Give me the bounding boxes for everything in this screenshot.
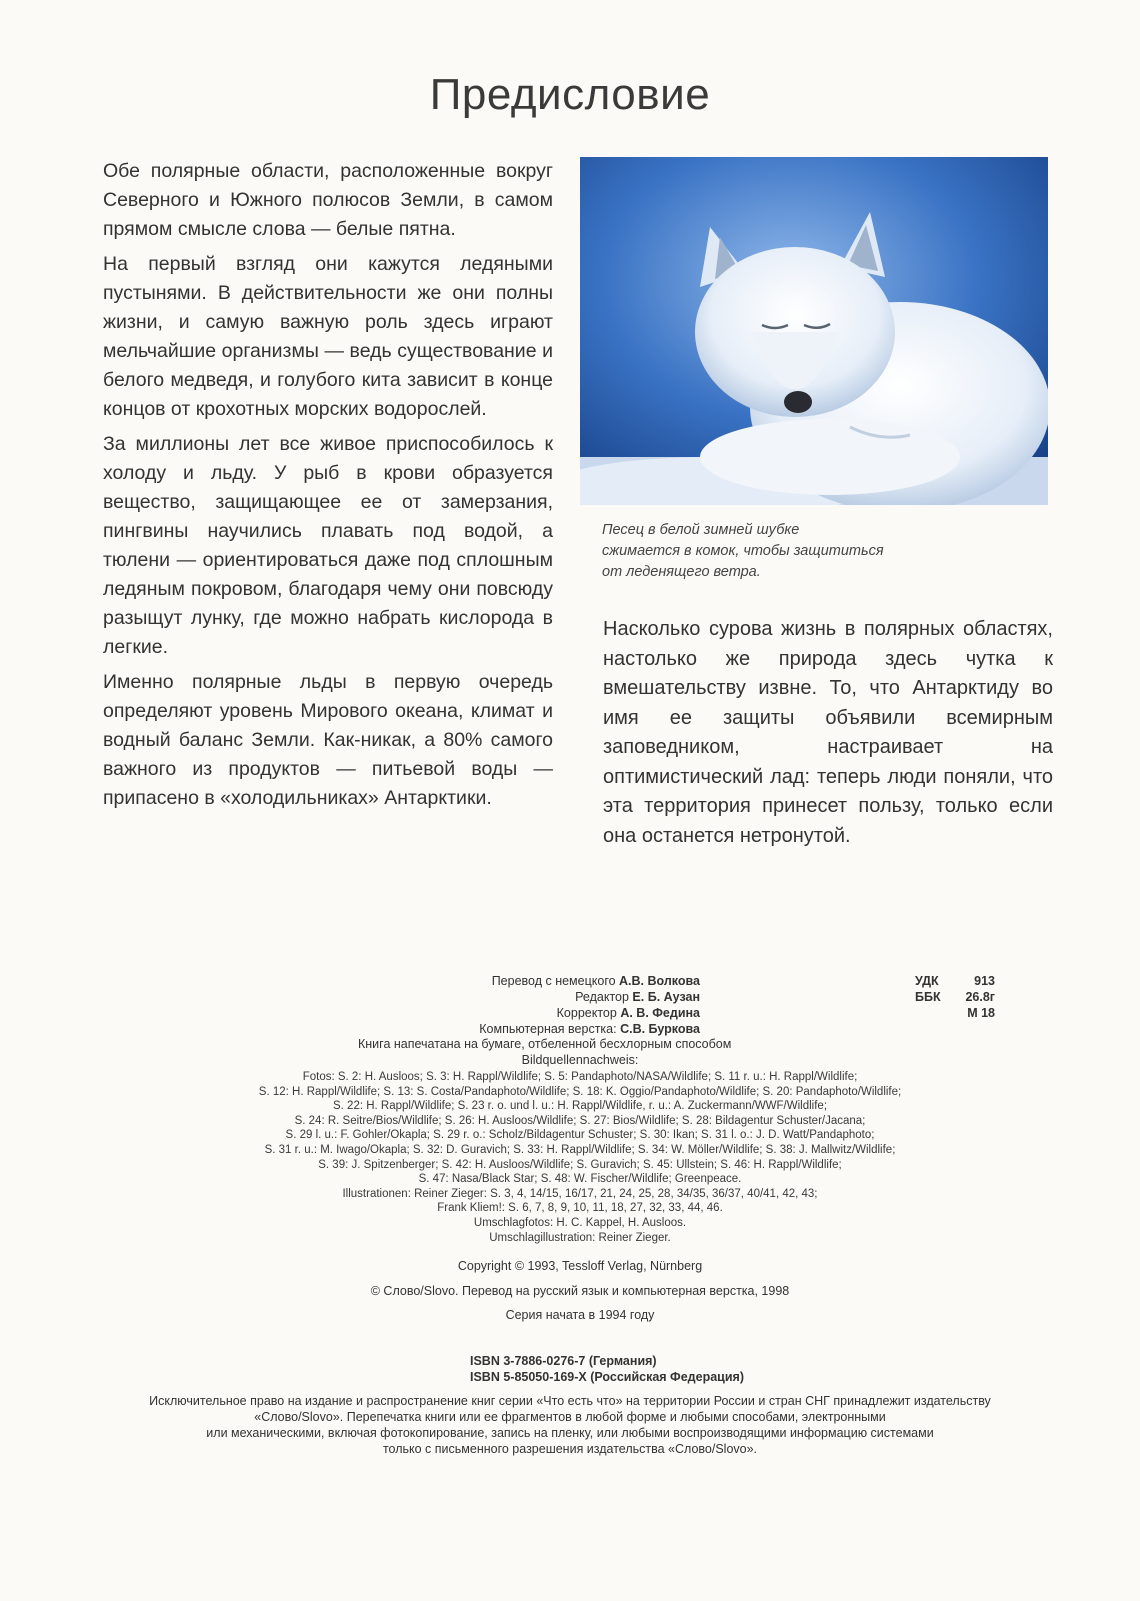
paragraph: Обе полярные области, расположенные вокруг Северного и Южного полюсов Земли, в самом прямом смысле слова — белые пятна.: [103, 160, 553, 240]
credit-line: S. 47: Nasa/Black Star; S. 48: W. Fischer/Wildlife; Greenpeace.: [418, 1173, 742, 1186]
photo-caption: [602, 520, 1002, 583]
credit-line: S. 12: H. Rappl/Wildlife; S. 13: S. Costa/Pandaphoto/Wildlife; S. 18: K. Oggio/Pandaphoto/Wildlife; S. 20: Pandaphoto/Wildlife;: [258, 1085, 902, 1098]
rights-line: Исключительное право на издание и распространение книг серии «Что есть что» на территории России и стран СНГ принадлежит издательству: [149, 1394, 991, 1408]
credit-line: Frank Kliem!: S. 6, 7, 8, 9, 10, 11, 18, 27, 32, 33, 44, 46.: [437, 1202, 723, 1215]
credit-line: Umschlagfotos: H. C. Kappel, H. Ausloos.: [473, 1216, 687, 1229]
credit-line: Illustrationen: Reiner Zieger: S. 3, 4, 14/15, 16/17, 21, 24, 25, 28, 34/35, 36/37, 40/41, 42, 43;: [342, 1187, 818, 1200]
caption-line: Песец в белой зимней шубке: [602, 522, 800, 538]
bildquellen-title: Bildquellennachweis:: [521, 1053, 639, 1067]
picture-credits: [160, 1070, 1000, 1245]
credit-layout: Компьютерная верстка: С.В. Буркова: [479, 1022, 700, 1036]
isbn-block: [470, 1353, 770, 1385]
intro-text-left: [103, 157, 553, 819]
copyright: Copyright © 1993, Tessloff Verlag, Nürnberg: [457, 1259, 703, 1273]
paragraph: На первый взгляд они кажутся ледяными пустынями. В действительности же они полны жизни, и самую важную роль здесь играют мельчайшие организмы — ведь существование и белого медведя, и голубого кита зависит в конце концов от крохотных морских водорослей.: [103, 253, 553, 420]
udk-block: УДК 913 ББК 26.8г М 18: [915, 974, 995, 1020]
credit-line: S. 39: J. Spitzenberger; S. 42: H. Ausloos/Wildlife; S. Guravich; S. 45: Ullstein; S. 46: H. Rappl/Wildlife;: [318, 1158, 842, 1171]
paper-note: Книга напечатана на бумаге, отбеленной бесхлорным способом: [358, 1037, 732, 1051]
credit-translator: Перевод с немецкого А.В. Волкова: [491, 974, 700, 988]
credit-line: Fotos: S. 2: H. Ausloos; S. 3: H. Rappl/Wildlife; S. 5: Pandaphoto/NASA/Wildlife; S. 11 r. u.: H. Rappl/Wildlife;: [302, 1071, 858, 1083]
credit-line: S. 22: H. Rappl/Wildlife; S. 23 r. o. und l. u.: H. Rappl/Wildlife, r. u.: A. Zuckermann/WWF/Wildlife;: [332, 1100, 828, 1113]
credit-line: Umschlagillustration: Reiner Zieger.: [489, 1231, 671, 1244]
paragraph: Насколько сурова жизнь в полярных областях, настолько же природа здесь чутка к вмешательству извне. То, что Антарктиду во имя ее защиты объявили всемирным заповедником, настраивает на оптимистический лад: теперь люди поняли, что эта территория принесет пользу, только если она останется нетронутой.: [603, 618, 1053, 847]
rights-line: «Слово/Slovo». Перепечатка книги или ее фрагментов в любой форме и любыми способами, электронными: [254, 1410, 886, 1424]
credit-line: S. 31 r. u.: M. Iwago/Okapla; S. 32: D. Guravich; S. 33: H. Rappl/Wildlife; S. 34: W. Möller/Wildlife; S. 38: J. Mallwitz/Wildlife;: [264, 1143, 896, 1156]
rights-line: только с письменного разрешения издательства «Слово/Slovo».: [382, 1442, 758, 1456]
arctic-fox-illustration: [580, 157, 1048, 505]
credit-line: S. 24: R. Seitre/Bios/Wildlife; S. 26: H. Ausloos/Wildlife; S. 27: Bios/Wildlife; S. 28: Bildagentur Schuster/Jacana;: [294, 1114, 866, 1127]
page-title: Предисловие: [429, 70, 711, 119]
credit-editor: Редактор Е. Б. Аузан: [575, 990, 700, 1004]
translation-rights: © Слово/Slovo. Перевод на русский язык и компьютерная верстка, 1998: [370, 1284, 790, 1298]
paragraph: Именно полярные льды в первую очередь определяют уровень Мирового океана, климат и водный баланс Земли. Как-никак, а 80% самого важного из продуктов — питьевой воды — припасено в «холодильниках» Антарктики.: [103, 671, 553, 809]
series-note: Серия начата в 1994 году: [505, 1308, 655, 1322]
credit-proofreader: Корректор А. В. Федина: [556, 1006, 700, 1020]
caption-line: от леденящего ветра.: [602, 564, 761, 580]
credits-block: [370, 973, 700, 1037]
isbn-line: ISBN 5-85050-169-X (Российская Федерация): [470, 1370, 744, 1384]
caption-line: сжимается в комок, чтобы защититься: [602, 543, 884, 559]
rights-notice: [100, 1393, 1040, 1457]
rights-line: или механическими, включая фотокопирование, запись на пленку, или любыми воспроизводящими информацию системами: [206, 1426, 934, 1440]
isbn-line: ISBN 3-7886-0276-7 (Германия): [470, 1354, 657, 1368]
credit-line: S. 29 l. u.: F. Gohler/Okapla; S. 29 r. o.: Scholz/Bildagentur Schuster; S. 30: Ikan; S. 31 l. o.: J. D. Watt/Pandaphoto;: [285, 1129, 875, 1142]
paragraph: За миллионы лет все живое приспособилось к холоду и льду. У рыб в крови образуется вещество, защищающее ее от замерзания, пингвины научились плавать под водой, а тюлени — ориентироваться даже под сплошным ледяным покровом, благодаря чему они повсюду разыщут лунку, где можно набрать кислорода в легкие.: [103, 433, 553, 658]
arctic-fox-photo: [580, 157, 1048, 505]
intro-text-right: [603, 615, 1053, 851]
